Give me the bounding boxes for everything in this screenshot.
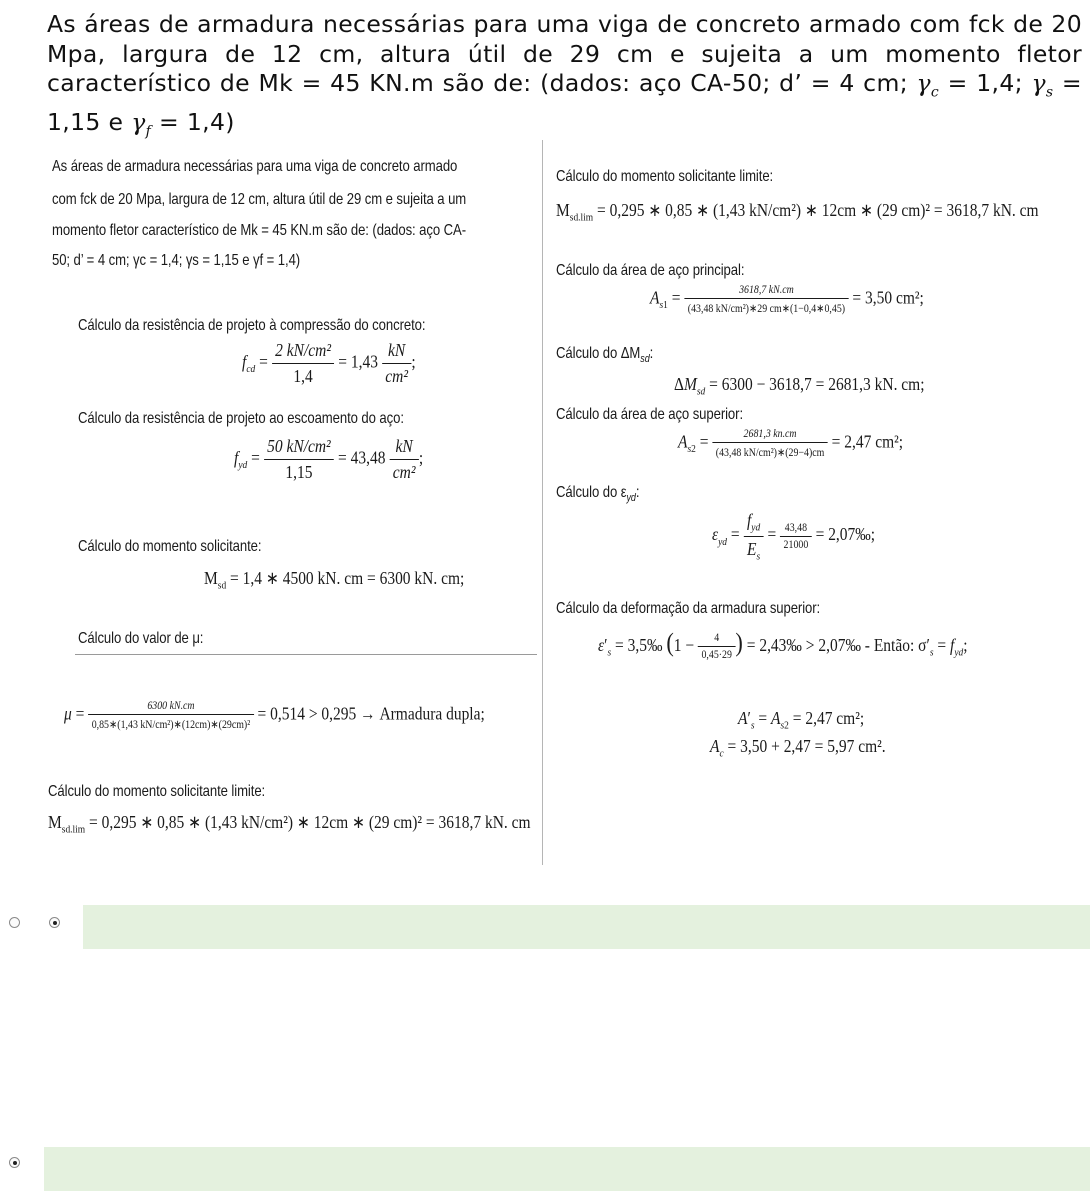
as2-title: Cálculo da área de aço superior: (556, 406, 744, 423)
option-c-radio[interactable] (9, 1157, 20, 1168)
as-prime-equation: $A'_s = A_{s2} = 2,47$ cm²; (738, 708, 865, 732)
fyd-title: Cálculo da resistência de projeto ao escoamento do aço: (78, 410, 404, 427)
msd-title: Cálculo do momento solicitante: (78, 538, 262, 555)
option-a-radio[interactable] (9, 917, 20, 928)
deformation-equation: $\varepsilon'_s$ = 3,5‰ (1 − $\frac{4}{0,45\cdot 29}$ ) = 2,43‰ > 2,07‰ - Então: $\sigma'_s = f_{yd}$; (598, 628, 968, 662)
eyd-equation: $\varepsilon_{yd}$ = $\frac{f_{yd}}{E_s}$ = $\frac{43,48}{21000}$ = 2,07‰; (712, 510, 876, 563)
statement-line-2: com fck de 20 Mpa, largura de 12 cm, altura útil de 29 cm e sujeita a um (52, 191, 467, 208)
mu-title: Cálculo do valor de μ: (78, 630, 204, 647)
option-c-bar[interactable] (44, 1147, 1090, 1191)
dmsd-equation: $\Delta M_{sd} = 6300 - 3618,7 = 2681,3$ kN. cm; (674, 374, 925, 398)
as1-equation: $A_{s1}$ = $\frac{3618,7 kN.cm}{\text{(43,48 kN/cm²)∗29 cm∗(1−0,4∗0,45)}}$ = 3,50 cm²; (650, 284, 924, 315)
separator-line (75, 654, 537, 655)
option-b-bar[interactable] (83, 905, 1090, 949)
statement-line-3: momento fletor característico de Mk = 45 KN.m são de: (dados: aço CA- (52, 222, 466, 239)
as1-title: Cálculo da área de aço principal: (556, 262, 745, 279)
fyd-equation: $f_{yd}$ = $\frac{\text{50 kN/cm²}}{1,15}$ = 43,48 $\frac{kN}{\text{cm²}}$ ; (234, 436, 424, 482)
statement-line-1: As áreas de armadura necessárias para uma viga de concreto armado (52, 158, 458, 175)
fcd-equation: $f_{cd}$ = $\frac{\text{2 kN/cm²}}{1,4}$ = 1,43 $\frac{kN}{\text{cm²}}$ ; (242, 340, 416, 386)
statement-line-4: 50; d’ = 4 cm; γc = 1,4; γs = 1,15 e γf = 1,4) (52, 252, 301, 269)
deformation-title: Cálculo da deformação da armadura superior: (556, 600, 821, 617)
fcd-title: Cálculo da resistência de projeto à compressão do concreto: (78, 317, 426, 334)
solution-figure (0, 140, 1090, 865)
column-divider (542, 140, 543, 865)
msdlim-title-right: Cálculo do momento solicitante limite: (556, 168, 774, 185)
option-b-radio[interactable] (49, 917, 60, 928)
msdlim-equation-right: $M_{sd.lim} = 0,295$ ∗ 0,85 ∗ (1,43 kN/cm²) ∗ 12cm ∗ (29 cm)² = 3618,7 kN. cm (556, 200, 1039, 224)
dmsd-title: Cálculo do $\Delta M_{sd}$: (556, 345, 654, 366)
msd-equation: $M_{sd} = 1,4$ ∗ 4500 kN. cm = 6300 kN. cm; (204, 568, 465, 592)
msdlim-equation-left: $M_{sd.lim} = 0,295$ ∗ 0,85 ∗ (1,43 kN/cm²) ∗ 12cm ∗ (29 cm)² = 3618,7 kN. cm (48, 812, 531, 836)
ac-equation: $A_c = 3,50 + 2,47 = 5,97$ cm². (710, 736, 886, 760)
question-text: As áreas de armadura necessárias para uma viga de concreto armado com fck de 20 Mpa, largura de 12 cm, altura útil de 29 cm e sujeita a um momento fletor característico de Mk = 45 KN.m são de: (dados: aço CA-50; d’ = 4 cm; $\gamma_c = 1,4$; $\gamma_s = 1,15$ e $\gamma_f = 1,4$) (47, 10, 1082, 140)
msdlim-title-left: Cálculo do momento solicitante limite: (48, 783, 266, 800)
mu-equation: μ = $\frac{6300 kN.cm}{\text{0,85∗(1,43 kN/cm²)∗(12cm)∗(29cm)²}}$ = 0,514 > 0,295 → Armadura dupla; (64, 700, 485, 731)
as2-equation: $A_{s2}$ = $\frac{2681,3 kn.cm}{\text{(43,48 kN/cm²)∗(29−4)cm}}$ = 2,47 cm²; (678, 428, 904, 459)
eyd-title: Cálculo do $\varepsilon_{yd}$: (556, 484, 640, 505)
